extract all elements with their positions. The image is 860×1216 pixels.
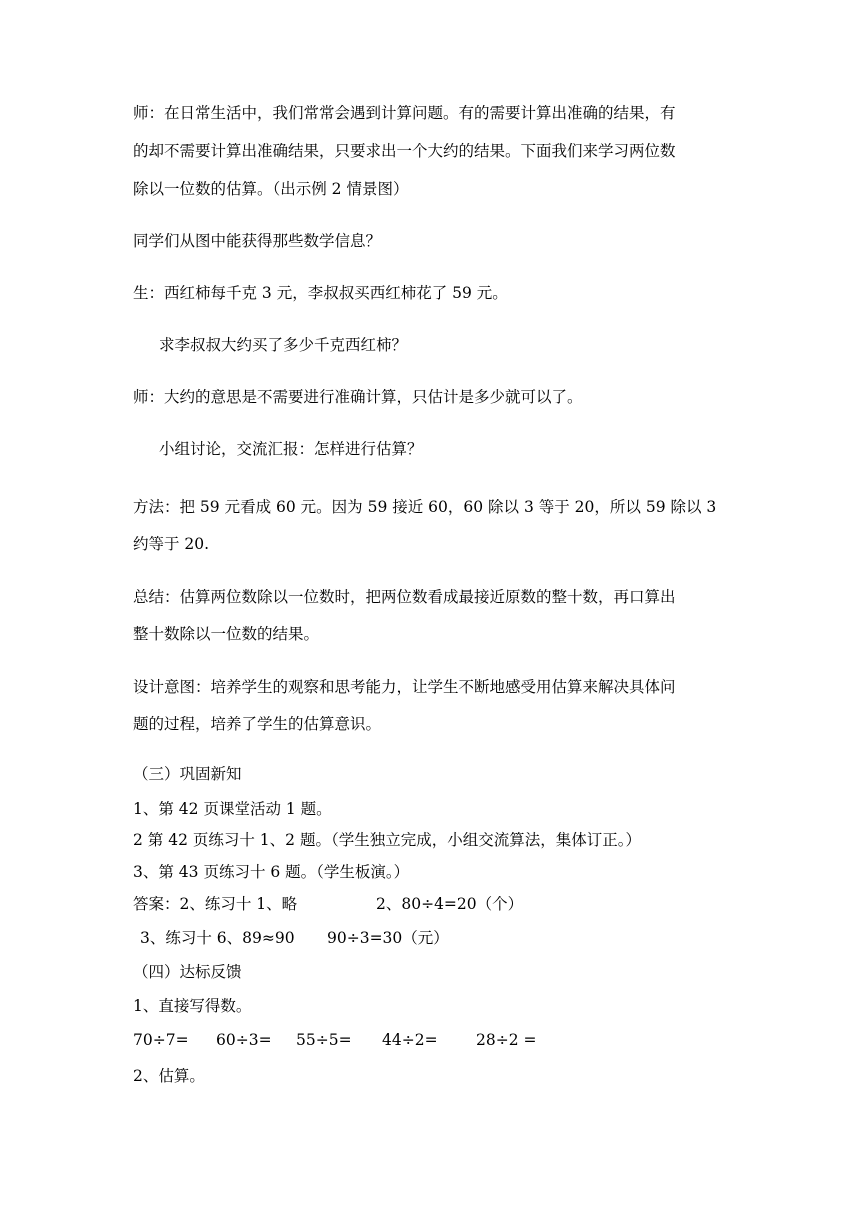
paragraph-teacher-intro-line3: 除以一位数的估算。（出示例 2 情景图） — [133, 180, 409, 198]
section3-item2: 2 第 42 页练习十 1、2 题。（学生独立完成，小组交流算法，集体订正。） — [133, 831, 641, 849]
calc-item: 28÷2 = — [476, 1031, 537, 1049]
answer-label: 答案：2、练习十 1、略 — [133, 895, 298, 913]
paragraph-summary-line2: 整十数除以一位数的结果。 — [133, 625, 320, 643]
paragraph-group-discussion: 小组讨论，交流汇报：怎样进行估算？ — [159, 440, 423, 458]
paragraph-teacher-intro-line1: 师：在日常生活中，我们常常会遇到计算问题。有的需要计算出准确的结果，有 — [133, 104, 676, 122]
paragraph-method-line2: 约等于 20. — [133, 535, 210, 553]
answer-3b: 90÷3=30（元） — [327, 929, 449, 947]
section4-item1: 1、直接写得数。 — [133, 997, 252, 1015]
calc-item: 55÷5= — [296, 1031, 352, 1049]
paragraph-teacher-explain: 师：大约的意思是不需要进行准确计算，只估计是多少就可以了。 — [133, 388, 583, 406]
section3-item1: 1、第 42 页课堂活动 1 题。 — [133, 800, 332, 818]
section4-item2: 2、估算。 — [133, 1067, 205, 1085]
calc-item: 70÷7= — [133, 1031, 189, 1049]
paragraph-method-line1: 方法：把 59 元看成 60 元。因为 59 接近 60，60 除以 3 等于 20，所以 59 除以 3 — [133, 498, 717, 516]
answer-3a: 3、练习十 6、89≈90 — [140, 929, 295, 947]
section3-heading: （三）巩固新知 — [133, 765, 242, 783]
paragraph-question: 同学们从图中能获得那些数学信息？ — [133, 232, 382, 250]
answer-2: 2、80÷4=20（个） — [376, 895, 524, 913]
paragraph-student-answer: 生：西红柿每千克 3 元，李叔叔买西红柿花了 59 元。 — [133, 284, 508, 302]
paragraph-summary-line1: 总结：估算两位数除以一位数时，把两位数看成最接近原数的整十数，再口算出 — [133, 588, 676, 606]
paragraph-problem: 求李叔叔大约买了多少千克西红柿？ — [159, 336, 408, 354]
calc-item: 44÷2= — [382, 1031, 438, 1049]
paragraph-teacher-intro-line2: 的却不需要计算出准确结果，只要求出一个大约的结果。下面我们来学习两位数 — [133, 142, 676, 160]
section3-item3: 3、第 43 页练习十 6 题。（学生板演。） — [133, 863, 410, 881]
paragraph-design-intent-line2: 题的过程，培养了学生的估算意识。 — [133, 715, 382, 733]
calc-item: 60÷3= — [216, 1031, 272, 1049]
paragraph-design-intent-line1: 设计意图：培养学生的观察和思考能力，让学生不断地感受用估算来解决具体问 — [133, 678, 676, 696]
section4-heading: （四）达标反馈 — [133, 963, 242, 981]
